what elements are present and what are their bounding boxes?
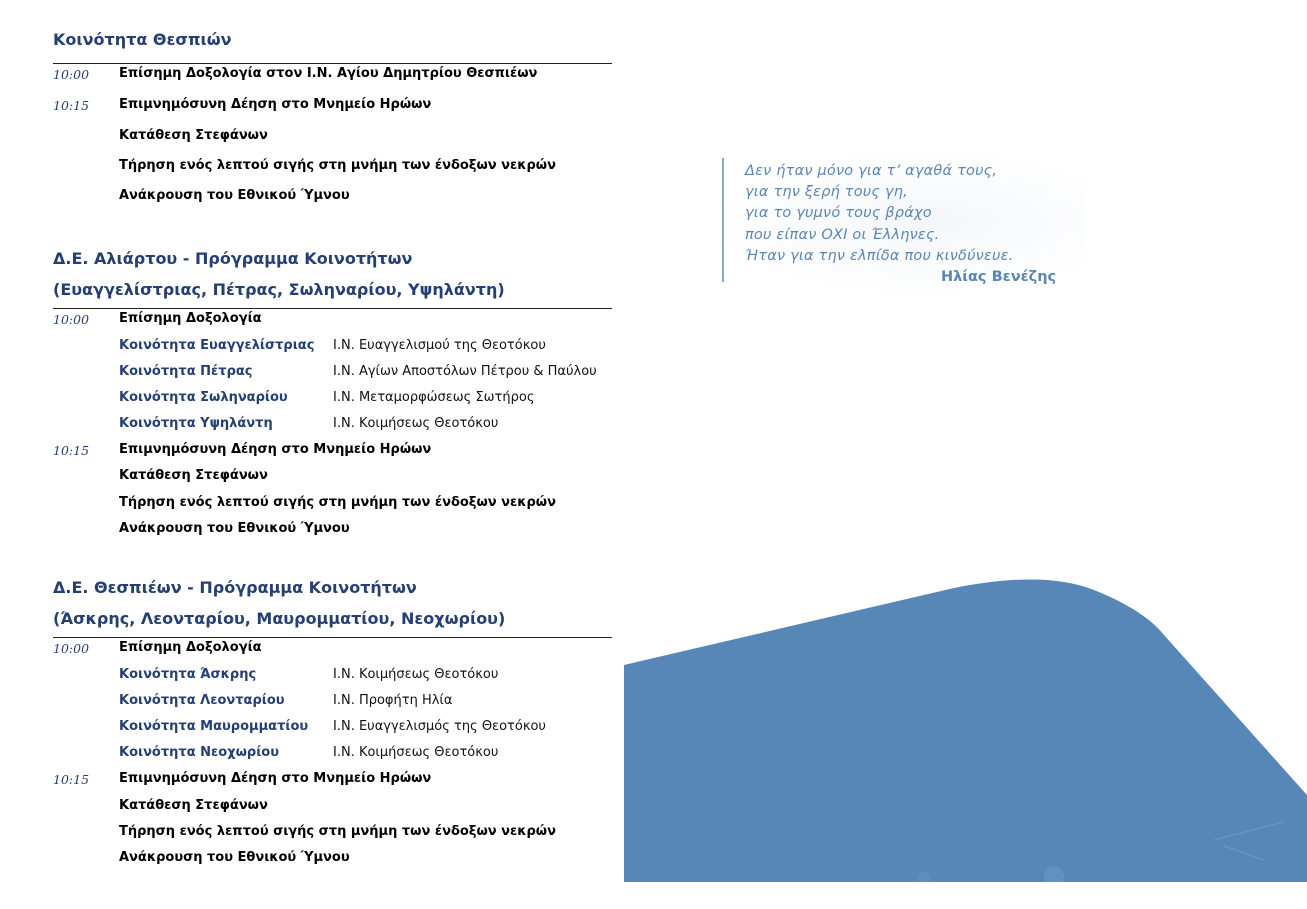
time-label: 10:00 bbox=[53, 312, 90, 327]
event-label: Επίσημη Δοξολογία στον Ι.Ν. Αγίου Δημητρίου Θεσπιέων bbox=[119, 66, 538, 81]
community-label: Κοινότητα Λεονταρίου bbox=[119, 693, 285, 708]
section-3-rule bbox=[53, 637, 612, 638]
community-label: Κοινότητα Άσκρης bbox=[119, 667, 257, 682]
decorative-blue-shape bbox=[624, 560, 1307, 882]
time-label: 10:15 bbox=[53, 98, 90, 113]
church-label: Ι.Ν. Κοιμήσεως Θεοτόκου bbox=[333, 667, 499, 682]
time-label: 10:00 bbox=[53, 641, 90, 656]
church-label: Ι.Ν. Ευαγγελισμός της Θεοτόκου bbox=[333, 719, 546, 734]
community-label: Κοινότητα Πέτρας bbox=[119, 364, 253, 379]
church-label: Ι.Ν. Μεταμορφώσεως Σωτήρος bbox=[333, 390, 535, 405]
time-label: 10:15 bbox=[53, 772, 90, 787]
quote-bar bbox=[722, 158, 724, 282]
church-label: Ι.Ν. Ευαγγελισμού της Θεοτόκου bbox=[333, 338, 546, 353]
event-label: Τήρηση ενός λεπτού σιγής στη μνήμη των ένδοξων νεκρών bbox=[119, 158, 556, 173]
time-label: 10:00 bbox=[53, 67, 90, 82]
section-2-rule bbox=[53, 308, 612, 309]
event-label: Επιμνημόσυνη Δέηση στο Μνημείο Ηρώων bbox=[119, 771, 432, 786]
church-label: Ι.Ν. Κοιμήσεως Θεοτόκου bbox=[333, 745, 499, 760]
event-label: Κατάθεση Στεφάνων bbox=[119, 468, 268, 483]
quote-line: που είπαν ΟΧΙ οι Έλληνες. bbox=[745, 227, 940, 243]
quote-line: για την ξερή τους γη, bbox=[745, 184, 908, 200]
quote-line: για το γυμνό τους βράχο bbox=[745, 205, 932, 221]
time-label: 10:15 bbox=[53, 443, 90, 458]
event-label: Ανάκρουση του Εθνικού Ύμνου bbox=[119, 850, 350, 865]
quote-author: Ηλίας Βενέζης bbox=[941, 269, 1057, 285]
church-label: Ι.Ν. Αγίων Αποστόλων Πέτρου & Παύλου bbox=[333, 364, 597, 379]
event-label: Τήρηση ενός λεπτού σιγής στη μνήμη των ένδοξων νεκρών bbox=[119, 824, 556, 839]
event-label: Ανάκρουση του Εθνικού Ύμνου bbox=[119, 521, 350, 536]
section-1-title: Κοινότητα Θεσπιών bbox=[53, 30, 232, 49]
event-label: Τήρηση ενός λεπτού σιγής στη μνήμη των ένδοξων νεκρών bbox=[119, 495, 556, 510]
section-3-title: Δ.Ε. Θεσπιέων - Πρόγραμμα Κοινοτήτων bbox=[53, 578, 417, 597]
section-3-subtitle: (Άσκρης, Λεονταρίου, Μαυρομματίου, Νεοχωρίου) bbox=[53, 609, 506, 628]
event-label: Κατάθεση Στεφάνων bbox=[119, 798, 268, 813]
event-label: Επίσημη Δοξολογία bbox=[119, 640, 262, 655]
community-label: Κοινότητα Υψηλάντη bbox=[119, 416, 273, 431]
community-label: Κοινότητα Ευαγγελίστριας bbox=[119, 338, 315, 353]
section-2-subtitle: (Ευαγγελίστριας, Πέτρας, Σωληναρίου, Υψηλάντη) bbox=[53, 280, 505, 299]
event-label: Επιμνημόσυνη Δέηση στο Μνημείο Ηρώων bbox=[119, 442, 432, 457]
quote-line: Ήταν για την ελπίδα που κινδύνευε. bbox=[745, 248, 1014, 264]
section-2-title: Δ.Ε. Αλιάρτου - Πρόγραμμα Κοινοτήτων bbox=[53, 249, 413, 268]
community-label: Κοινότητα Μαυρομματίου bbox=[119, 719, 309, 734]
church-label: Ι.Ν. Κοιμήσεως Θεοτόκου bbox=[333, 416, 499, 431]
event-label: Επιμνημόσυνη Δέηση στο Μνημείο Ηρώων bbox=[119, 97, 432, 112]
quote-line: Δεν ήταν μόνο για τ’ αγαθά τους, bbox=[745, 163, 998, 179]
church-label: Ι.Ν. Προφήτη Ηλία bbox=[333, 693, 453, 708]
community-label: Κοινότητα Νεοχωρίου bbox=[119, 745, 279, 760]
event-label: Επίσημη Δοξολογία bbox=[119, 311, 262, 326]
event-label: Ανάκρουση του Εθνικού Ύμνου bbox=[119, 188, 350, 203]
event-label: Κατάθεση Στεφάνων bbox=[119, 128, 268, 143]
section-1-rule bbox=[53, 63, 612, 64]
community-label: Κοινότητα Σωληναρίου bbox=[119, 390, 288, 405]
